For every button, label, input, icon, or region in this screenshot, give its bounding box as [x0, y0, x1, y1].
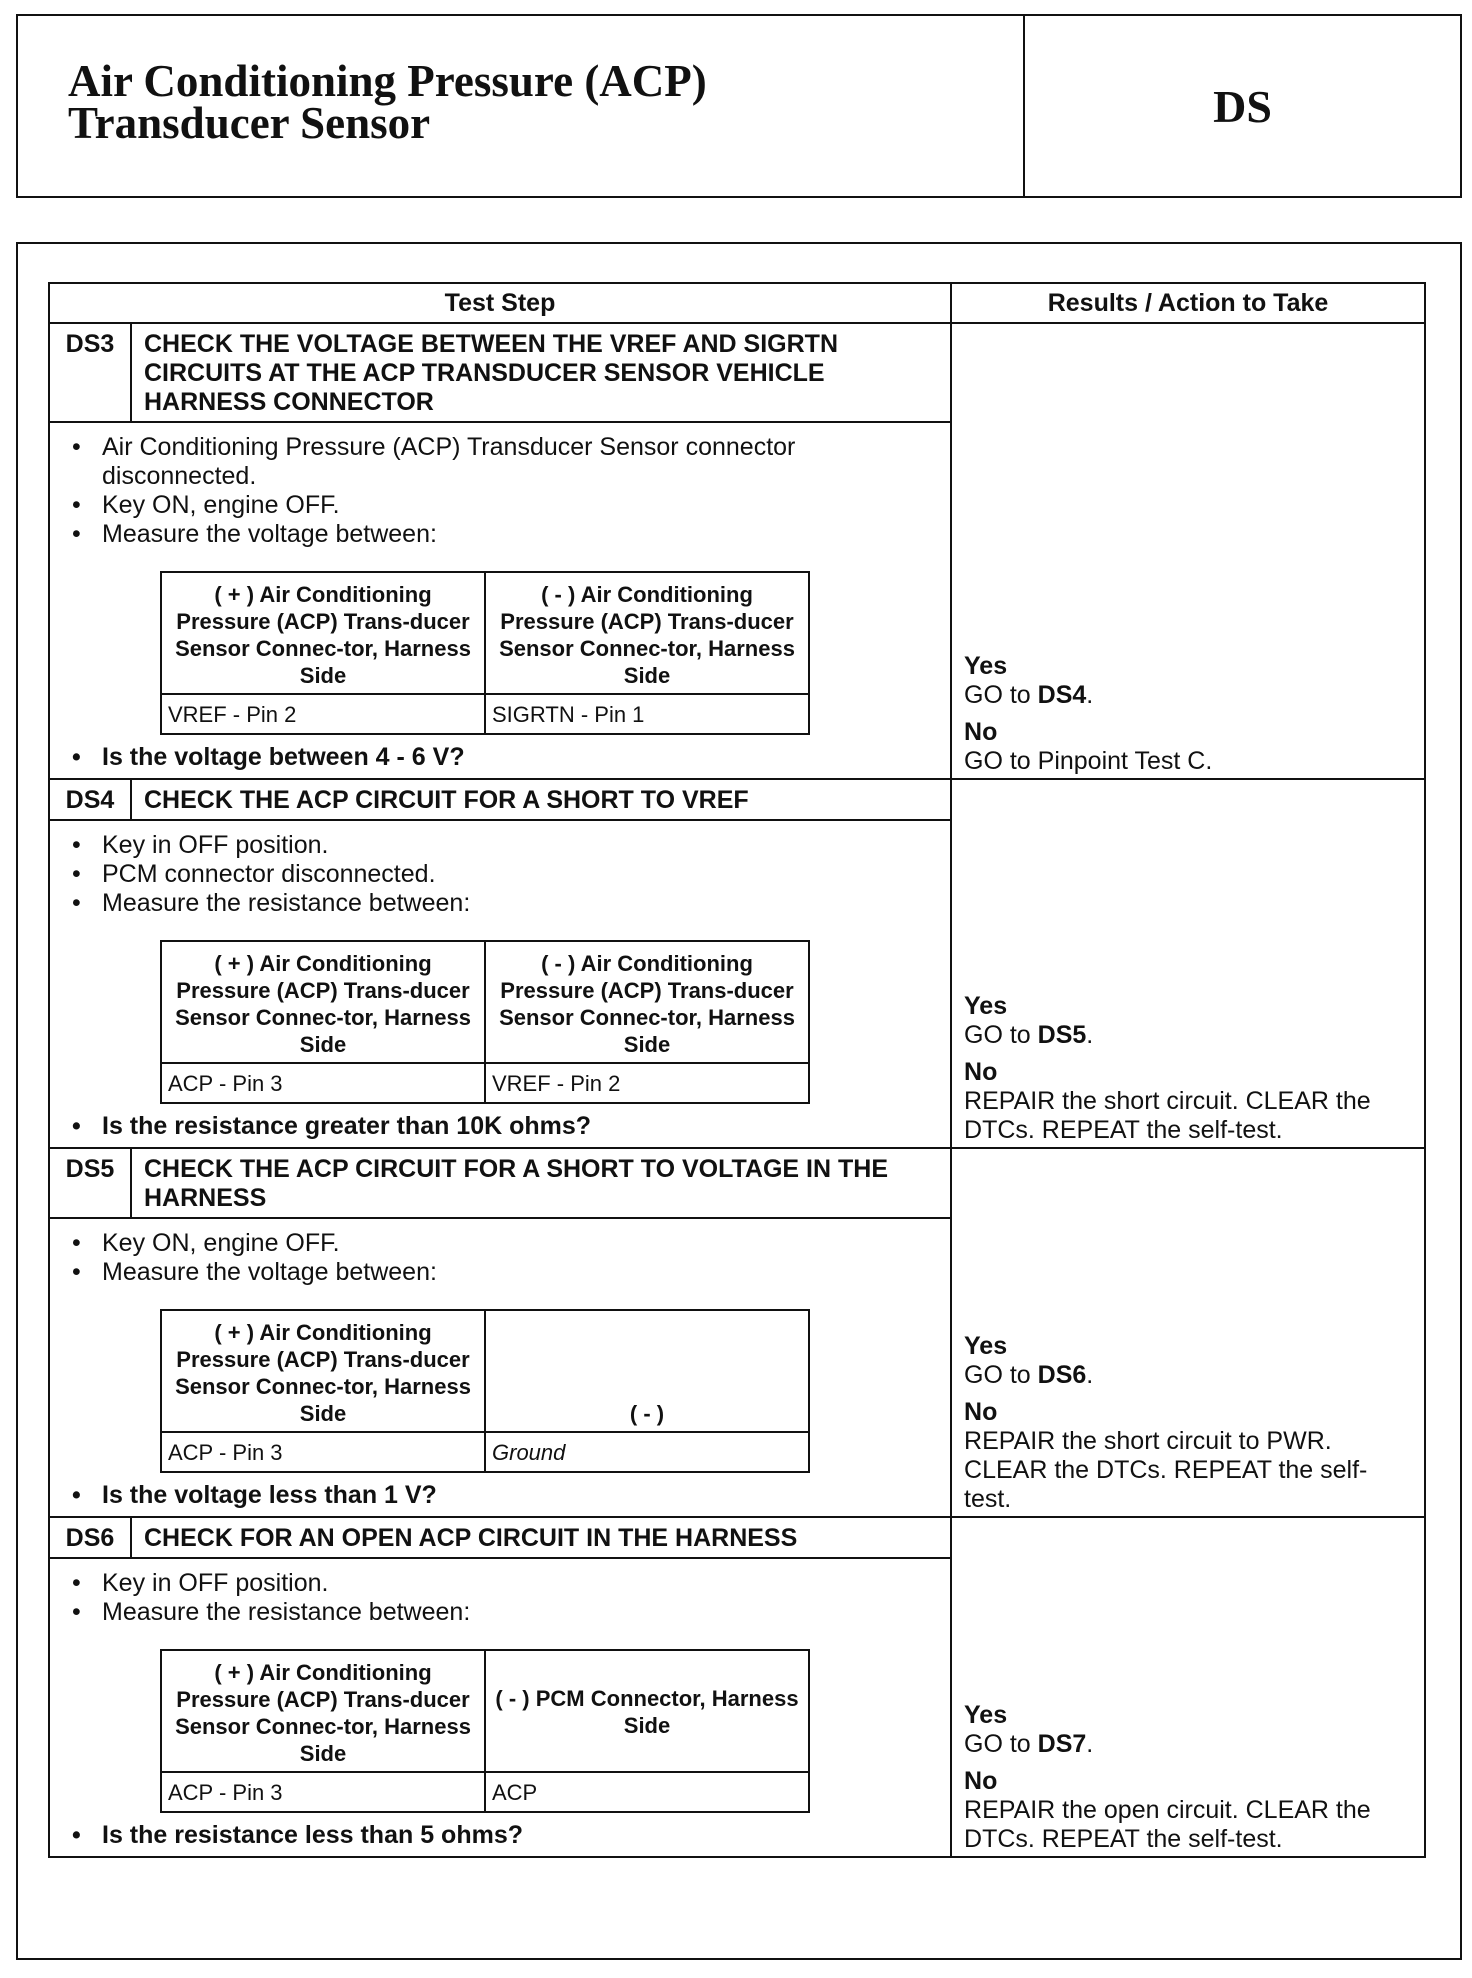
meas-neg-header: ( - ) Air Conditioning Pressure (ACP) Trans-ducer Sensor Connec-tor, Harness Side [485, 572, 809, 694]
results-header: Results / Action to Take [951, 283, 1425, 323]
result-no-action: REPAIR the short circuit to PWR. CLEAR the DTCs. REPEAT the self-test. [964, 1427, 1368, 1513]
step-title: CHECK THE ACP CIRCUIT FOR A SHORT TO VREF [131, 779, 951, 820]
meas-pos-value: VREF - Pin 2 [161, 694, 485, 734]
meas-neg-header: ( - ) Air Conditioning Pressure (ACP) Trans-ducer Sensor Connec-tor, Harness Side [485, 941, 809, 1063]
step-result [951, 1517, 1425, 1857]
result-yes-ref: DS4 [1037, 681, 1087, 709]
step-question: • Is the voltage between 4 - 6 V? [62, 743, 936, 772]
bullet-item: • Measure the resistance between: [102, 889, 936, 918]
meas-neg-value: Ground [485, 1432, 809, 1472]
bullet-item: • Key ON, engine OFF. [102, 491, 936, 520]
bullet-item: • Key ON, engine OFF. [102, 1229, 936, 1258]
step-question: • Is the resistance greater than 10K ohms? [62, 1112, 936, 1141]
result-yes-label: Yes [964, 1701, 1008, 1729]
step-id: DS4 [49, 779, 131, 820]
result-yes-go: GO to [964, 681, 1031, 709]
bullet-item: • Measure the voltage between: [102, 1258, 936, 1287]
meas-neg-header: ( - ) PCM Connector, Harness Side [485, 1650, 809, 1772]
meas-pos-value: ACP - Pin 3 [161, 1772, 485, 1812]
result-yes-action: GO to DS7. [964, 1730, 1094, 1758]
result-no-action: REPAIR the open circuit. CLEAR the DTCs. REPEAT the self-test. [964, 1796, 1371, 1853]
step-title-row [49, 1517, 1425, 1558]
step-title: CHECK THE ACP CIRCUIT FOR A SHORT TO VOLTAGE IN THE HARNESS [131, 1148, 951, 1218]
step-title: CHECK THE VOLTAGE BETWEEN THE VREF AND SIGRTN CIRCUITS AT THE ACP TRANSDUCER SENSOR VEHICLE HARNESS CONNECTOR [131, 323, 951, 422]
measurement-table [160, 1309, 810, 1473]
result-no-action: REPAIR the short circuit. CLEAR the DTCs. REPEAT the self-test. [964, 1087, 1371, 1144]
result-no-label: No [964, 1767, 998, 1795]
result-no-label: No [964, 1058, 998, 1086]
meas-neg-value: ACP [485, 1772, 809, 1812]
meas-neg-value: VREF - Pin 2 [485, 1063, 809, 1103]
meas-neg-header: ( - ) [485, 1310, 809, 1432]
step-id: DS5 [49, 1148, 131, 1218]
meas-pos-header: ( + ) Air Conditioning Pressure (ACP) Trans-ducer Sensor Connec-tor, Harness Side [161, 1310, 485, 1432]
bullet-item: • Key in OFF position. [102, 831, 936, 860]
step-bullets [62, 1569, 936, 1627]
meas-pos-header: ( + ) Air Conditioning Pressure (ACP) Trans-ducer Sensor Connec-tor, Harness Side [161, 572, 485, 694]
step-title-row [49, 779, 1425, 820]
result-yes-ref: DS7 [1037, 1730, 1087, 1758]
measurement-table [160, 571, 810, 735]
result-yes-go: GO to [964, 1021, 1031, 1049]
result-yes-go: GO to [964, 1361, 1031, 1389]
table-header-row [49, 283, 1425, 323]
step-result [951, 779, 1425, 1148]
result-yes-label: Yes [964, 652, 1008, 680]
result-yes-label: Yes [964, 1332, 1008, 1360]
measurement-table [160, 940, 810, 1104]
step-question: • Is the resistance less than 5 ohms? [62, 1821, 936, 1850]
test-step-header: Test Step [49, 283, 951, 323]
result-yes-action: GO to DS5. [964, 1021, 1094, 1049]
result-no-label: No [964, 718, 998, 746]
step-body [49, 820, 951, 1148]
step-bullets [62, 831, 936, 918]
meas-pos-value: ACP - Pin 3 [161, 1432, 485, 1472]
page-title: Air Conditioning Pressure (ACP) Transducer Sensor [68, 56, 707, 148]
section-code: DS [1023, 16, 1460, 196]
step-body [49, 1218, 951, 1517]
step-bullets [62, 433, 936, 549]
step-body [49, 422, 951, 779]
meas-pos-header: ( + ) Air Conditioning Pressure (ACP) Trans-ducer Sensor Connec-tor, Harness Side [161, 1650, 485, 1772]
result-yes-action: GO to DS4. [964, 681, 1094, 709]
result-yes-ref: DS6 [1037, 1361, 1087, 1389]
step-question: • Is the voltage less than 1 V? [62, 1481, 936, 1510]
meas-neg-value: SIGRTN - Pin 1 [485, 694, 809, 734]
bullet-item: • Air Conditioning Pressure (ACP) Transducer Sensor connector disconnected. [102, 433, 936, 491]
step-body [49, 1558, 951, 1857]
step-title-row [49, 1148, 1425, 1218]
bullet-item: • Measure the resistance between: [102, 1598, 936, 1627]
step-bullets [62, 1229, 936, 1287]
bullet-item: • Measure the voltage between: [102, 520, 936, 549]
result-yes-label: Yes [964, 992, 1008, 1020]
bullet-item: • Key in OFF position. [102, 1569, 936, 1598]
step-id: DS3 [49, 323, 131, 422]
step-title-row [49, 323, 1425, 422]
measurement-table [160, 1649, 810, 1813]
result-yes-action: GO to DS6. [964, 1361, 1094, 1389]
meas-pos-value: ACP - Pin 3 [161, 1063, 485, 1103]
result-yes-go: GO to [964, 1730, 1031, 1758]
test-table [48, 282, 1426, 1858]
step-id: DS6 [49, 1517, 131, 1558]
result-no-action: GO to Pinpoint Test C. [964, 747, 1213, 775]
result-no-label: No [964, 1398, 998, 1426]
bullet-item: • PCM connector disconnected. [102, 860, 936, 889]
step-title: CHECK FOR AN OPEN ACP CIRCUIT IN THE HARNESS [131, 1517, 951, 1558]
step-result [951, 1148, 1425, 1517]
step-result [951, 323, 1425, 779]
meas-pos-header: ( + ) Air Conditioning Pressure (ACP) Trans-ducer Sensor Connec-tor, Harness Side [161, 941, 485, 1063]
page-header [16, 14, 1462, 198]
result-yes-ref: DS5 [1037, 1021, 1087, 1049]
